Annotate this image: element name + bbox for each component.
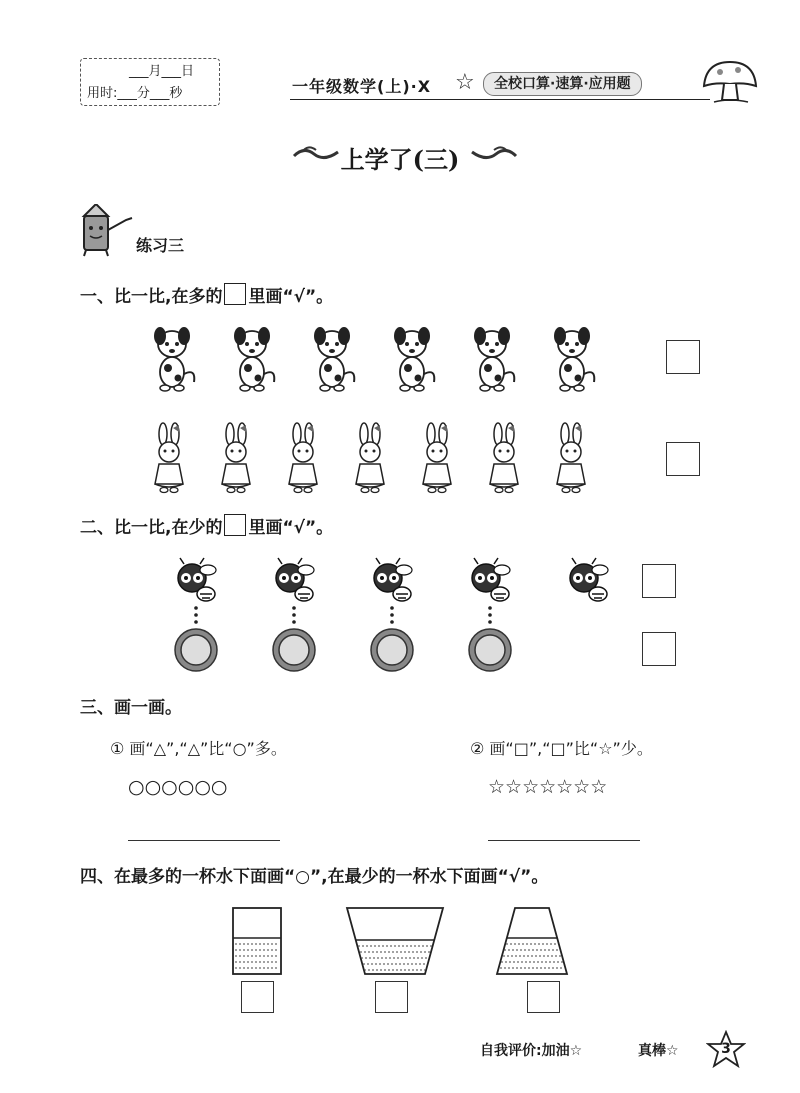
connector-dot — [194, 620, 198, 624]
connector-dot — [390, 620, 394, 624]
question-3-title: 三、画一画。 — [80, 698, 182, 718]
q4-answer-box-cup-3[interactable] — [527, 981, 560, 1013]
puppy-icon — [474, 327, 514, 391]
bunny-icon — [222, 423, 250, 493]
connector-dot — [390, 613, 394, 617]
bee-icon — [276, 558, 314, 601]
header-divider — [290, 99, 710, 100]
q4-answer-box-cup-2[interactable] — [375, 981, 408, 1013]
water-cups — [225, 902, 585, 982]
book-title: 一年级数学(上)·X — [292, 77, 432, 96]
q3-part1-instruction: ① 画“△”,“△”比“○”多。 — [110, 739, 287, 758]
q4-answer-box-cup-1[interactable] — [241, 981, 274, 1013]
star-icon: ☆ — [455, 70, 475, 95]
puppy-icon — [394, 327, 434, 391]
mushroom-icon — [700, 58, 760, 108]
q3-part2-instruction: ② 画“□”,“□”比“☆”少。 — [470, 739, 653, 758]
q3-part1-answer-line[interactable] — [128, 840, 280, 841]
bunny-icon — [423, 423, 451, 493]
q1-answer-box-puppies[interactable] — [666, 340, 700, 374]
connector-dot — [390, 606, 394, 610]
connector-dot — [292, 613, 296, 617]
date-line: ___月___日 — [129, 64, 195, 79]
puppy-icon — [154, 327, 194, 391]
bee-icon — [374, 558, 412, 601]
bee-flower-area — [160, 552, 630, 682]
question-2-text-before: 二、比一比,在少的 — [80, 518, 223, 538]
practice-title: 练习三 — [136, 236, 185, 255]
ornament-right-icon — [468, 140, 518, 170]
question-2-text-after: 里画“√”。 — [248, 518, 334, 538]
question-4-title: 四、在最多的一杯水下面画“○”,在最少的一杯水下面画“√”。 — [80, 867, 549, 887]
bee-icon — [570, 558, 608, 601]
bunny-icon — [557, 423, 585, 493]
puppy-icon — [234, 327, 274, 391]
inline-box-icon — [224, 514, 246, 536]
connector-dot — [194, 606, 198, 610]
date-time-box — [80, 58, 220, 106]
cup-1 — [233, 908, 281, 974]
flower-icon — [371, 629, 413, 671]
bunny-icon — [356, 423, 384, 493]
bunny-icon — [490, 423, 518, 493]
puppy-row — [145, 318, 705, 398]
connector-dot — [292, 620, 296, 624]
cup-2 — [347, 908, 443, 974]
q2-answer-box-bees[interactable] — [642, 564, 676, 598]
series-tag: 全校口算·速算·应用题 — [483, 72, 642, 96]
q1-answer-box-bunnies[interactable] — [666, 442, 700, 476]
connector-dot — [488, 613, 492, 617]
puppy-icon — [554, 327, 594, 391]
cup-3 — [497, 908, 567, 974]
time-line: 用时:___分___秒 — [87, 86, 183, 101]
page-number: 3 — [721, 1041, 731, 1057]
connector-dot — [194, 613, 198, 617]
self-evaluation-label: 自我评价:加油☆ — [480, 1043, 583, 1059]
flower-icon — [273, 629, 315, 671]
bee-icon — [178, 558, 216, 601]
connector-dot — [488, 606, 492, 610]
question-1-prompt — [80, 282, 333, 307]
connector-dot — [488, 620, 492, 624]
question-2-prompt — [80, 513, 333, 538]
question-1-text-before: 一、比一比,在多的 — [80, 287, 223, 307]
lesson-title: 上学了(三) — [340, 145, 460, 174]
puppy-icon — [314, 327, 354, 391]
inline-box-icon — [224, 283, 246, 305]
pencil-mascot-icon — [78, 204, 136, 258]
connector-dot — [292, 606, 296, 610]
flower-icon — [175, 629, 217, 671]
bee-icon — [472, 558, 510, 601]
great-label: 真棒☆ — [638, 1043, 679, 1059]
question-1-text-after: 里画“√”。 — [248, 287, 334, 307]
q3-part2-stars: ☆☆☆☆☆☆☆ — [488, 776, 608, 798]
q2-answer-box-flowers[interactable] — [642, 632, 676, 666]
bunny-icon — [155, 423, 183, 493]
flower-icon — [469, 629, 511, 671]
q3-part1-circles: ○○○○○○ — [128, 776, 228, 798]
bunny-row — [145, 420, 705, 500]
bunny-icon — [289, 423, 317, 493]
q3-part2-answer-line[interactable] — [488, 840, 640, 841]
